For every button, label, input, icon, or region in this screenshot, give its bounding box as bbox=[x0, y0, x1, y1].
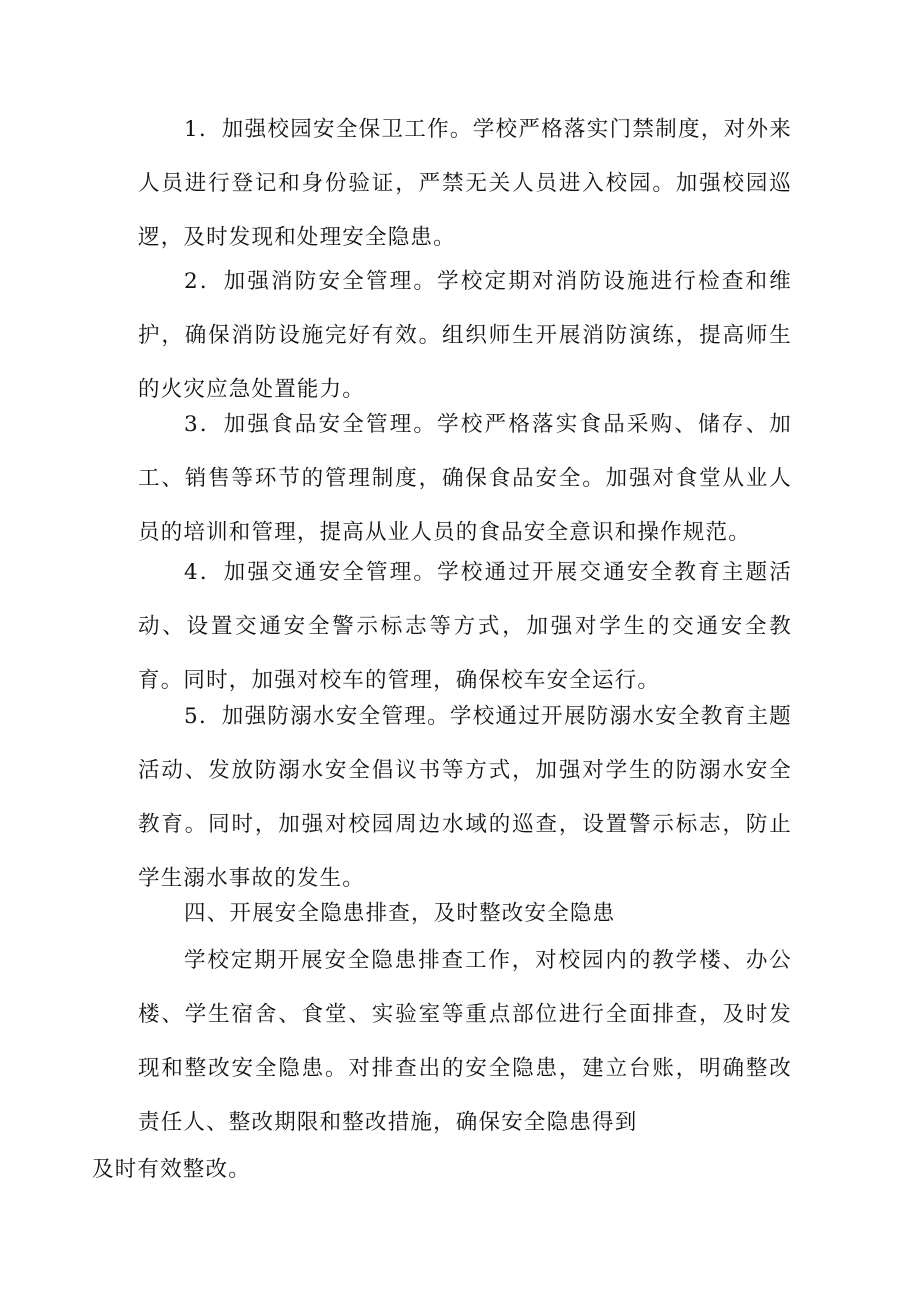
final-paragraph-tail: 及时有效整改。 bbox=[92, 1157, 251, 1182]
final-paragraph bbox=[92, 934, 792, 1190]
paragraph-item-4: 4．加强交通安全管理。学校通过开展交通安全教育主题活动、设置交通安全警示标志等方式，加强对学生的交通安全教育。同时，加强对校车的管理，确保校车安全运行。 bbox=[138, 560, 792, 693]
paragraph-item-1: 1．加强校园安全保卫工作。学校严格落实门禁制度，对外来人员进行登记和身份验证，严禁无关人员进入校园。加强校园巡逻，及时发现和处理安全隐患。 bbox=[138, 117, 792, 250]
final-paragraph-main: 学校定期开展安全隐患排查工作，对校园内的教学楼、办公楼、学生宿舍、食堂、实验室等重点部位进行全面排查，及时发现和整改安全隐患。对排查出的安全隐患，建立台账，明确整改责任人、整改期限和整改措施，确保安全隐患得到 bbox=[138, 948, 792, 1135]
paragraph-item-3: 3．加强食品安全管理。学校严格落实食品采购、储存、加工、销售等环节的管理制度，确保食品安全。加强对食堂从业人员的培训和管理，提高从业人员的食品安全意识和操作规范。 bbox=[138, 412, 792, 545]
paragraph-item-2: 2．加强消防安全管理。学校定期对消防设施进行检查和维护，确保消防设施完好有效。组织师生开展消防演练，提高师生的火灾应急处置能力。 bbox=[138, 269, 792, 402]
section-heading-4: 四、开展安全隐患排查，及时整改安全隐患 bbox=[184, 901, 616, 926]
paragraph-item-5: 5．加强防溺水安全管理。学校通过开展防溺水安全教育主题活动、发放防溺水安全倡议书等方式，加强对学生的防溺水安全教育。同时，加强对校园周边水域的巡查，设置警示标志，防止学生溺水事故的发生。 bbox=[138, 704, 792, 891]
